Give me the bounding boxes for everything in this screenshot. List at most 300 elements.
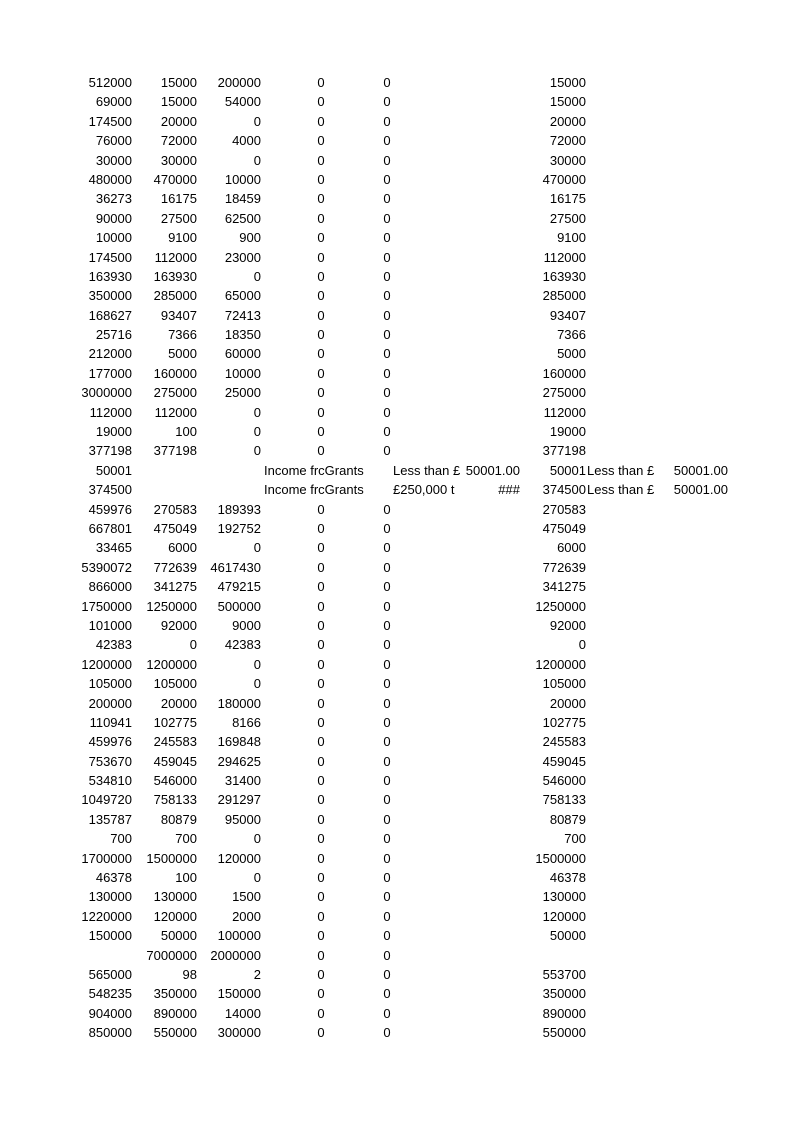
table-cell: 112000: [543, 249, 586, 265]
table-cell: 0: [253, 268, 261, 284]
table-cell: 0: [383, 327, 391, 343]
table-row: [0, 887, 800, 906]
table-row: [0, 674, 800, 693]
table-cell: 0: [317, 94, 325, 110]
table-cell: 42383: [95, 637, 132, 653]
table-cell: 0: [317, 579, 325, 595]
table-cell: 0: [383, 889, 391, 905]
table-cell: 15000: [549, 75, 586, 90]
table-cell: 102775: [153, 714, 197, 730]
table-cell: 0: [383, 307, 391, 323]
table-cell: 174500: [88, 249, 132, 265]
table-cell: Less than £: [587, 482, 655, 498]
table-cell: 120000: [217, 850, 261, 866]
table-cell: 105000: [88, 676, 132, 692]
table-cell: 1200000: [81, 656, 132, 672]
table-cell: 76000: [95, 133, 132, 149]
table-cell: 0: [253, 676, 261, 692]
table-cell: Income frcGrants: [264, 482, 364, 498]
table-cell: 110941: [89, 714, 132, 730]
table-cell: 112000: [89, 404, 132, 420]
table-row: [0, 267, 800, 286]
table-row: [0, 538, 800, 557]
table-cell: 294625: [217, 753, 261, 769]
table-cell: 200000: [88, 695, 132, 711]
table-cell: 1750000: [81, 598, 132, 614]
table-row: [0, 616, 800, 635]
table-cell: 341275: [153, 579, 197, 595]
table-cell: 130000: [153, 889, 197, 905]
table-cell: 0: [317, 986, 325, 1002]
table-cell: 0: [383, 365, 391, 381]
table-cell: 101000: [88, 617, 132, 633]
table-cell: 0: [317, 443, 325, 459]
table-cell: 92000: [160, 617, 197, 633]
table-cell: 46378: [95, 870, 132, 886]
table-cell: 160000: [153, 365, 197, 381]
table-cell: 374500: [542, 482, 586, 498]
table-cell: 0: [317, 966, 325, 982]
table-cell: 0: [383, 404, 391, 420]
table-cell: 8166: [232, 714, 261, 730]
table-cell: 459976: [88, 501, 132, 517]
table-cell: 500000: [217, 598, 261, 614]
table-row: [0, 558, 800, 577]
table-row: [0, 364, 800, 383]
table-cell: 0: [317, 928, 325, 944]
table-cell: 7000000: [146, 947, 197, 963]
table-cell: 0: [317, 424, 325, 440]
table-cell: 90000: [95, 210, 132, 226]
table-cell: 1200000: [146, 656, 197, 672]
table-cell: 112000: [154, 404, 197, 420]
table-cell: 350000: [153, 986, 197, 1002]
table-cell: 475049: [153, 520, 197, 536]
table-cell: 72413: [224, 307, 261, 323]
table-cell: 904000: [88, 1005, 132, 1021]
table-cell: 550000: [153, 1025, 197, 1041]
table-cell: 50001: [95, 462, 132, 478]
table-cell: £250,000 t: [393, 482, 455, 498]
table-cell: 0: [383, 1025, 391, 1041]
table-cell: 80879: [160, 811, 197, 827]
table-cell: 1200000: [535, 656, 586, 672]
table-cell: 890000: [542, 1005, 586, 1021]
table-cell: 0: [317, 152, 325, 168]
table-cell: 27500: [549, 210, 586, 226]
table-cell: 65000: [224, 288, 261, 304]
table-cell: 4617430: [210, 559, 261, 575]
table-cell: 15000: [549, 94, 586, 110]
table-cell: 0: [189, 637, 197, 653]
table-cell: 0: [317, 75, 325, 90]
table-cell: 93407: [160, 307, 197, 323]
table-cell: 0: [317, 714, 325, 730]
table-row: [0, 403, 800, 422]
table-cell: 112000: [543, 404, 586, 420]
table-cell: 0: [383, 424, 391, 440]
table-cell: 163930: [153, 268, 197, 284]
table-cell: 0: [317, 171, 325, 187]
table-cell: 0: [383, 520, 391, 536]
table-cell: 758133: [542, 792, 586, 808]
table-cell: 0: [253, 404, 261, 420]
table-cell: 19000: [95, 424, 132, 440]
table-cell: 0: [317, 811, 325, 827]
table-cell: 0: [383, 94, 391, 110]
table-cell: 212000: [88, 346, 132, 362]
table-cell: 0: [383, 870, 391, 886]
table-cell: 0: [317, 268, 325, 284]
table-cell: 0: [383, 230, 391, 246]
table-cell: 553700: [542, 966, 586, 982]
table-cell: 285000: [542, 288, 586, 304]
table-row: [0, 151, 800, 170]
table-row: [0, 441, 800, 460]
table-cell: 0: [317, 327, 325, 343]
table-row: [0, 868, 800, 887]
table-cell: 2: [253, 966, 261, 982]
table-cell: Less than £: [393, 462, 461, 478]
table-cell: 772639: [542, 559, 586, 575]
table-cell: 374500: [88, 482, 132, 498]
table-cell: 470000: [542, 171, 586, 187]
table-cell: 27500: [160, 210, 197, 226]
table-cell: 0: [317, 346, 325, 362]
table-cell: 177000: [88, 365, 132, 381]
table-cell: 0: [317, 520, 325, 536]
table-cell: 102775: [542, 714, 586, 730]
table-cell: 60000: [224, 346, 261, 362]
table-cell: 20000: [549, 113, 586, 129]
table-cell: 5000: [168, 346, 197, 362]
table-cell: 0: [383, 579, 391, 595]
table-cell: 6000: [557, 540, 586, 556]
table-row: [0, 597, 800, 616]
table-cell: 98: [182, 966, 197, 982]
table-cell: 550000: [542, 1025, 586, 1041]
table-cell: 16175: [549, 191, 586, 207]
table-row: [0, 209, 800, 228]
table-cell: 0: [317, 908, 325, 924]
table-cell: 192752: [217, 520, 261, 536]
table-cell: 5000: [557, 346, 586, 362]
table-cell: 163930: [88, 268, 132, 284]
table-cell: 0: [317, 695, 325, 711]
table-cell: 866000: [88, 579, 132, 595]
table-cell: 0: [317, 637, 325, 653]
table-cell: 0: [383, 714, 391, 730]
table-cell: 0: [317, 850, 325, 866]
table-cell: 15000: [160, 94, 197, 110]
table-cell: 50001.00: [465, 462, 520, 478]
table-cell: 275000: [542, 385, 586, 401]
table-row: [0, 1004, 800, 1023]
table-cell: 0: [383, 792, 391, 808]
table-row: [0, 713, 800, 732]
table-cell: Income frcGrants: [264, 462, 364, 478]
table-row: [0, 306, 800, 325]
table-cell: 7366: [168, 327, 197, 343]
table-cell: 30000: [95, 152, 132, 168]
table-cell: 245583: [153, 734, 197, 750]
table-cell: 0: [317, 947, 325, 963]
table-cell: 1049720: [81, 792, 132, 808]
table-cell: 50000: [549, 928, 586, 944]
table-cell: 130000: [88, 889, 132, 905]
table-cell: 30000: [549, 152, 586, 168]
table-cell: 14000: [224, 1005, 261, 1021]
table-cell: 753670: [88, 753, 132, 769]
table-cell: 10000: [224, 171, 261, 187]
table-row: [0, 577, 800, 596]
table-row: [0, 344, 800, 363]
table-cell: 0: [383, 656, 391, 672]
table-cell: 0: [383, 617, 391, 633]
table-cell: 1250000: [146, 598, 197, 614]
table-cell: 850000: [88, 1025, 132, 1041]
table-row: [0, 771, 800, 790]
table-cell: 93407: [549, 307, 586, 323]
table-cell: 3000000: [81, 385, 132, 401]
table-cell: 72000: [160, 133, 197, 149]
table-row: [0, 849, 800, 868]
table-cell: 0: [253, 443, 261, 459]
table-cell: 18459: [224, 191, 261, 207]
table-cell: 377198: [153, 443, 197, 459]
table-cell: 0: [383, 288, 391, 304]
table-cell: Less than £: [587, 462, 655, 478]
table-cell: 0: [317, 404, 325, 420]
table-cell: 16175: [160, 191, 197, 207]
table-row: [0, 694, 800, 713]
table-cell: 112000: [154, 249, 197, 265]
table-cell: 30000: [160, 152, 197, 168]
table-cell: 0: [317, 753, 325, 769]
table-cell: 0: [317, 288, 325, 304]
table-cell: 10000: [224, 365, 261, 381]
table-cell: 0: [317, 773, 325, 789]
table-row: [0, 325, 800, 344]
table-cell: 0: [383, 908, 391, 924]
table-cell: 0: [317, 210, 325, 226]
table-cell: 36273: [95, 191, 132, 207]
table-cell: 758133: [153, 792, 197, 808]
table-cell: 72000: [549, 133, 586, 149]
table-row: [0, 73, 800, 92]
table-cell: 0: [317, 230, 325, 246]
table-row: [0, 732, 800, 751]
table-row: [0, 480, 800, 499]
table-cell: 169848: [217, 734, 261, 750]
table-cell: 565000: [88, 966, 132, 982]
table-cell: 33465: [95, 540, 132, 556]
table-cell: 0: [383, 831, 391, 847]
table-cell: 300000: [217, 1025, 261, 1041]
table-cell: 0: [317, 365, 325, 381]
table-cell: 0: [383, 210, 391, 226]
table-row: [0, 248, 800, 267]
table-row: [0, 965, 800, 984]
table-row: [0, 1023, 800, 1042]
table-cell: 20000: [160, 113, 197, 129]
table-row: [0, 170, 800, 189]
table-cell: 160000: [542, 365, 586, 381]
table-cell: 2000: [232, 908, 261, 924]
table-row: [0, 383, 800, 402]
table-row: [0, 286, 800, 305]
table-row: [0, 422, 800, 441]
table-cell: 0: [317, 501, 325, 517]
table-cell: 10000: [95, 230, 132, 246]
table-cell: 120000: [542, 908, 586, 924]
table-cell: 92000: [549, 617, 586, 633]
table-row: [0, 655, 800, 674]
table-cell: 0: [317, 734, 325, 750]
table-cell: 62500: [224, 210, 261, 226]
table-cell: 0: [253, 540, 261, 556]
table-cell: 50000: [160, 928, 197, 944]
table-cell: 7366: [557, 327, 586, 343]
table-row: [0, 635, 800, 654]
table-row: [0, 131, 800, 150]
table-cell: 0: [383, 850, 391, 866]
table-row: [0, 752, 800, 771]
table-cell: 0: [317, 385, 325, 401]
table-cell: 0: [383, 947, 391, 963]
table-cell: 0: [317, 307, 325, 323]
table-cell: 377198: [88, 443, 132, 459]
table-cell: 0: [383, 928, 391, 944]
table-cell: 900: [239, 230, 261, 246]
table-cell: 1220000: [81, 908, 132, 924]
table-row: [0, 112, 800, 131]
table-cell: 0: [317, 656, 325, 672]
table-cell: 667801: [88, 520, 132, 536]
table-cell: 0: [253, 831, 261, 847]
table-cell: 0: [383, 695, 391, 711]
table-row: [0, 461, 800, 480]
table-cell: 0: [383, 734, 391, 750]
table-cell: 0: [383, 152, 391, 168]
table-cell: 700: [564, 831, 586, 847]
table-cell: 0: [317, 559, 325, 575]
table-cell: 174500: [88, 113, 132, 129]
table-cell: 459045: [542, 753, 586, 769]
table-cell: 0: [383, 346, 391, 362]
table-cell: 546000: [542, 773, 586, 789]
table-cell: 9100: [168, 230, 197, 246]
table-row: [0, 926, 800, 945]
table-cell: 9000: [232, 617, 261, 633]
table-row: [0, 810, 800, 829]
table-cell: 54000: [224, 94, 261, 110]
table-cell: 0: [317, 617, 325, 633]
table-cell: 168627: [88, 307, 132, 323]
table-cell: 31400: [224, 773, 261, 789]
table-row: [0, 92, 800, 111]
table-row: [0, 790, 800, 809]
table-cell: 180000: [217, 695, 261, 711]
table-cell: 459045: [153, 753, 197, 769]
table-cell: 0: [383, 540, 391, 556]
table-cell: 0: [253, 424, 261, 440]
table-cell: 341275: [542, 579, 586, 595]
table-cell: 534810: [88, 773, 132, 789]
table-cell: 270583: [153, 501, 197, 517]
table-cell: 105000: [153, 676, 197, 692]
table-cell: 1500000: [535, 850, 586, 866]
table-cell: 0: [578, 637, 586, 653]
table-cell: 100000: [217, 928, 261, 944]
table-row: [0, 984, 800, 1003]
table-cell: 95000: [224, 811, 261, 827]
table-cell: 189393: [217, 501, 261, 517]
table-cell: 1250000: [535, 598, 586, 614]
table-cell: 1700000: [81, 850, 132, 866]
table-cell: 42383: [224, 637, 261, 653]
table-cell: 350000: [88, 288, 132, 304]
table-cell: 150000: [217, 986, 261, 1002]
table-cell: 245583: [542, 734, 586, 750]
table-cell: 105000: [542, 676, 586, 692]
table-cell: 25000: [224, 385, 261, 401]
table-cell: 0: [317, 870, 325, 886]
table-cell: 0: [383, 773, 391, 789]
table-cell: 0: [383, 598, 391, 614]
table-cell: 69000: [95, 94, 132, 110]
table-cell: 150000: [88, 928, 132, 944]
table-cell: 0: [317, 792, 325, 808]
table-cell: 120000: [153, 908, 197, 924]
table-cell: 25716: [95, 327, 132, 343]
table-cell: 0: [317, 1005, 325, 1021]
table-cell: 890000: [153, 1005, 197, 1021]
table-cell: 479215: [217, 579, 261, 595]
table-cell: 0: [317, 598, 325, 614]
table-cell: 0: [253, 870, 261, 886]
table-cell: 50001.00: [673, 482, 728, 498]
table-cell: 459976: [88, 734, 132, 750]
table-row: [0, 519, 800, 538]
table-cell: 0: [383, 966, 391, 982]
table-cell: 0: [253, 113, 261, 129]
table-cell: 0: [317, 133, 325, 149]
table-row: [0, 907, 800, 926]
table-cell: 5390072: [81, 559, 132, 575]
table-row: [0, 500, 800, 519]
table-cell: 0: [383, 171, 391, 187]
table-cell: 50001.00: [673, 462, 728, 478]
table-cell: 0: [317, 540, 325, 556]
spreadsheet-page: [0, 73, 800, 1043]
table-cell: 9100: [557, 230, 586, 246]
table-row: [0, 946, 800, 965]
table-cell: 0: [383, 75, 391, 90]
table-cell: 130000: [542, 889, 586, 905]
table-cell: 470000: [153, 171, 197, 187]
table-cell: 1500000: [146, 850, 197, 866]
table-cell: 163930: [542, 268, 586, 284]
table-cell: 0: [383, 637, 391, 653]
table-cell: 0: [317, 889, 325, 905]
table-cell: 291297: [217, 792, 261, 808]
table-cell: 512000: [88, 75, 132, 90]
table-cell: 350000: [542, 986, 586, 1002]
table-cell: 0: [383, 559, 391, 575]
table-cell: 0: [253, 152, 261, 168]
table-row: [0, 228, 800, 247]
